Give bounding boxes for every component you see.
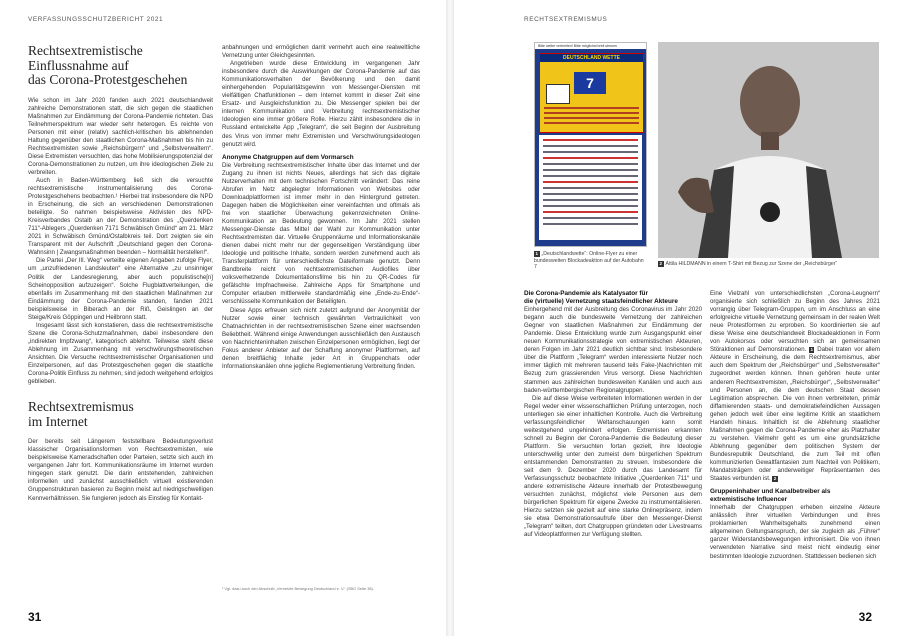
footnote: ¹ Vgl. dazu auch den Abschnitt „Vernetzte Bewegung Deutschland e. V.“ (SBG Seite 38).: [222, 586, 374, 591]
paragraph: Angetrieben wurde diese Entwicklung im vergangenen Jahr insbesondere durch die Auswirkungen der Corona-Pandemie auf das Kommunikationsverhalten der Bevölkerung und den damit einhergehenden Popularitätsgewinn von Messenger-Diensten mit vielfältigen Chatfunktionen – dem Internet kommt in dieser Zeit eine Ersatz- und Ausgleichsfunktion zu. Die Messenger spielen bei der internen Kommunikation und Verbreitung rechtsextremistischer Ideologien eine immer größere Rolle. Hierzu zählt insbesondere die in Russland entwickelte App „Telegram“, die seit Beginn der Ausbreitung des Virus von immer mehr Extremisten und Verschwörungsideologen genutzt wird.: [222, 60, 420, 148]
flyer-bottom: [539, 135, 642, 240]
paragraph: Insgesamt lässt sich konstatieren, dass die rechtsextremistische Szene die Corona-Schutzmaßnahmen, dabei insbesondere den „indirekten Impfzwang“, kategorisch ablehnt. Teilweise steht diese Ablehnung im Zusammenhang mit verschwörungstheoretischen Ansichten. Die Versuche rechtsextremistischer Organisationen und Einzelpersonen, auf das Protestgeschehen gegen die staatliche Corona-Politik Einfluss zu nehmen, sind jedoch weitgehend erfolglos geblieben.: [28, 321, 213, 386]
left-column-1: [28, 44, 213, 503]
person-photo-icon: [658, 42, 879, 258]
subheading-katalysator: Die Corona-Pandemie als Katalysator für die (virtuelle) Vernetzung staatsfeindlicher Akteure: [524, 290, 678, 306]
figure-flyer: [534, 42, 647, 247]
figure-number-badge: 2: [659, 261, 663, 266]
paragraph: anbahnungen und ermöglichen darrit vermehrt auch eine realweltliche Vernetzung unter Gleichgesinnten.: [222, 44, 420, 60]
flyer-title: DEUTSCHLAND WETTE: [540, 54, 643, 62]
map-icon: [546, 84, 570, 104]
paragraph: Die Partei „Der III. Weg“ verteilte eigenen Angaben zufolge Flyer, um „unzufriedenen Landsleuten“ eine Alternative „zu unsinniger Politik der Landesregierung, aber auch populistische[n] Scheinopposition aufzuzeigen“. Solche Flugblattverteilungen, die ebenfalls im Zusammenhang mit den staatlichen Maßnahmen zur Eindämmung der Corona-Pandemie standen, fanden 2021 beispielsweise in Biberach an der Riß, Geislingen an der Steige/Kreis Göppingen und Heilbronn statt.: [28, 257, 213, 321]
paragraph: Eine Vielzahl von unterschiedlichsten „Corona-Leugnern“ organisierte sich schließlich zu Beginn des Jahres 2021 vorrangig über Telegram-Gruppen, um im Anschluss an eine erfolgreiche virtuelle Vernetzung gemeinsam in der realen Welt neue Protestformen zu erproben. So koordinierten sie auf diese Weise eine deutschlandweit Blockadeaktionen in Form von Autokorsos oder versuchten sich an gemeinsamen Störaktionen auf Demonstrationen. 1 Dabei traten vor allem Akteure in Erscheinung, die dem Rechtsextremismus, aber auch dem Spektrum der „Reichsbürger“ und „Selbstverwalter“ zugeordnet werden können. Ihnen gehören heute unter anderem Rechtsextremisten, „Reichsbürger“, „Selbstverwalter“ und Personen an, die dem deutschen Staat dessen Legitimation absprechen. Die von ihnen verbreiteten, primär diffamierenden staats- und demokratiefeindlichen Aussagen gehen jedoch weit über eine legitime Kritik an staatlichem Handeln hinaus. Inhaltlich ist die Ablehnung staatlicher Maßnahmen gegen die Corona-Pandemie eher als Platzhalter zu verstehen. Vielmehr geht es um eine grundsätzliche Ablehnung gegenüber dem politischen System der Bundesrepublik Deutschland, die zum Teil mit offen kommunizierten Gewaltfantasien zum Nachteil von Politikern, Mandatsträgern oder anderweitiger Repräsentanten des Staates verbunden ist. 2: [710, 290, 880, 483]
paragraph: Auch in Baden-Württemberg ließ sich die versuchte rechtsextremistische Instrumentalisierung des Corona-Protestgeschehens beobachten.¹ Hierbei trat insbesondere die NPD in Erscheinung, die sich an verschiedenen Demonstrationen beteiligte. So nahmen beispielsweise Aktivisten des NPD-Kreisverbandes Ostalb an der Demonstration des „Querdenken 711“-Ablegers „Querdenken 7171 Schwäbisch Gmünd“ am 21. März 2021 in Schwäbisch Gmünd/Ostalbkreis teil. Dort zeigten sie ein Transparent mit der Aufschrift „Deutschland gegen den Corona-Wahnsinn | Zwangsmaßnahmen beenden – Normalität herstellen!“.: [28, 176, 213, 257]
paragraph: Wie schon im Jahr 2020 fanden auch 2021 deutschlandweit zahlreiche Demonstrationen statt, die sich gegen die staatlichen Maßnahmen zur Eindämmung der Corona-Pandemie richteten. Das Teilnehmerspektrum war wieder sehr heterogen. Es reichte von Personen mit einer (relativ) sachlich-kritischen bis ablehnenden Haltung gegenüber den staatlichen Corona-Maßnahmen bis hin zu Rechtsextremisten sowie „Reichsbürgern“ und „Selbstverwaltern“. Diese Extremisten versuchten, das hohe Mobilisierungspotenzial der Corona-Demonstrationen zu nutzen, um ihre ideologischen Ziele zu verbreiten.: [28, 96, 213, 176]
subheading-influencer: Gruppeninhaber und Kanalbetreiber als extremistische Influencer: [710, 488, 831, 504]
flyer-header: Bitte weiter verbreiten! Bitte möglichst breit streuen: [535, 43, 646, 49]
flyer-top: [539, 53, 644, 133]
paragraph: Der bereits seit Längerem feststellbare Bedeutungsverlust klassischer Organisationsformen von Rechtsextremisten, wie beispielsweise Kameradschaften oder Parteien, setzte sich auch im vergangenen Jahr fort. Kommunikationsräume im Internet wurden hingegen stark genutzt. Die darin entstehenden, zahlreichen informellen und zunächst ausschließlich virtuell existierenden Gruppenstrukturen basieren zu Beginn meist auf niedrigschwelligen Kennverhältnissen. Sie fungieren jedoch als Einstieg für Kontakt-: [28, 438, 213, 502]
running-head-right: RECHTSEXTREMISMUS: [524, 16, 608, 23]
flyer-number: 7: [574, 72, 606, 94]
paragraph: Die Verbreitung rechtsextremistischer Inhalte über das Internet und der Zugang zu ihnen ist nichts Neues, allerdings hat sich das digitale Nutzerverhalten mit dem technischen Fortschritt verändert: Das reine Abrufen im Netz abgelegter Informationen von Websites oder Downloadplattformen ist immer mehr in den Hintergrund getreten. Dagegen haben die Möglichkeiten einer vereinfachten und oftmals als frei von staatlicher Überwachung gekennzeichneten Online-Kommunikation an Bedeutung gewonnen. Im Jahr 2021 stellen Messenger-Dienste das Mittel der Wahl zur Kommunikation unter Rechtsextremisten dar. Virtuelle Gruppenräume und Informationskanäle dienen dabei nicht mehr nur der gegenseitigen Verständigung über Ideologie und politische Inhalte, sondern werden zunehmend auch als Transferplattform für unterschiedlichste Dateiformate genutzt. Denn Bandbreite reicht von rechtsextremistischen Audiofiles über volksverhetzende Dokumentationsfilme bis hin zu QR-Codes für gefälschte Impfnachweise. Zahlreiche Apps für Smartphone und Computer erlauben mittlerweile standardmäßig eine „Ende-zu-Ende“-verschlüsselte Kommunikation der Beteiligten.: [222, 161, 420, 306]
figure-ref-badge: 1: [810, 347, 814, 353]
figure-ref-badge: 2: [773, 476, 777, 482]
paragraph: Diese Apps erfreuen sich nicht zuletzt aufgrund der Anonymität der Nutzer sowie einer technisch gewährten Vertraulichkeit von Chatnachrichten in der rechtsextremistischen Szene einer wachsenden Beliebtheit. Während einige Anwendungen ausschließlich den Austausch von Nachrichteninhalten zwischen Einzelpersonen ermöglichen, liegt der Fokus anderer Anbieter auf der Schaffung anonymer Plattformen, auf denen breitflächig Inhalte jeder Art in Gruppenchats oder Informationskanälen ohne jegliche Reglementierung Verbreitung finden.: [222, 306, 420, 370]
page-number-left: 31: [28, 610, 42, 624]
running-head-left: VERFASSUNGSSCHUTZBERICHT 2021: [28, 16, 164, 23]
left-column-2: [222, 44, 420, 371]
flyer-text-lines: [544, 104, 639, 127]
subheading-chatgruppen: Anonyme Chatgruppen auf dem Vormarsch: [222, 153, 354, 161]
page-number-right: 32: [858, 610, 872, 624]
paragraph: Innerhalb der Chatgruppen erheben einzelne Akteure anlässlich ihrer virtuellen Verbindungen und ihres proklamierten Wahrheitsgehalts zunehmend einen allgemeinen Geltungsanspruch, der sie zugleich als „Führer“ ganzer Widerstandsbewegungen inthronisiert. Die von ihnen verwendeten Narrative sind meist nicht eindeutig einer bestimmten Ideologie zuzuordnen. Stattdessen bedienen sich: [710, 504, 880, 560]
book-gutter: [446, 0, 454, 636]
paragraph: Die auf diese Weise verbreiteten Informationen werden in der Regel weder einer wissenschaftlichen Prüfung unterzogen, noch unterliegen sie einer inhaltlichen Kontrolle. Auch die Verbreitung verfassungsfeindlicher Weltanschauungen kann somit weitestgehend ungehindert erfolgen. Extremisten erkannten schnell zu Beginn der Corona-Pandemie die Bedeutung dieser Plattform. Sie versuchten fortan gezielt, ihre Ideologie unterschwellig unter den zumeist dem bürgerlichen Spektrum entstammenden Demonstranten zu streuen. Insbesondere die seit dem 9. Dezember 2020 durch das Landesamt für Verfassungsschutz beobachtete Initiative „Querdenken 711“ und andere extremistische Akteure innerhalb der Protestbewegung versuchten zunächst, möglichst viele Personen aus dem bürgerlichen Spektrum für eigene Zwecke zu instrumentalisieren. Hierzu setzten sie gezielt auf eine starke Onlinepräsenz, indem sie etwa Demonstrationsaufrufe über den Messenger-Dienst „Telegram“ teilten, dort Chatgruppen gründeten oder Livestreams auf Videoplattformen zur Verfügung stellten.: [524, 394, 702, 539]
section-title-internet: Rechtsextremismus im Internet: [28, 399, 134, 429]
right-column-1: [524, 290, 702, 539]
right-page: [454, 0, 900, 636]
figure-number-badge: 1: [535, 251, 539, 256]
left-page: [0, 0, 446, 636]
figure1-caption: 1 „Deutschlandwette“: Online-Flyer zu einer bundesweiten Blockadeaktion auf der Autobahn 7: [534, 251, 644, 270]
figure-photo: [658, 42, 879, 258]
right-column-2: [710, 290, 880, 561]
section-title-corona: Rechtsextremistische Einflussnahme auf das Corona-Protestgeschehen: [28, 43, 188, 87]
paragraph: Einhergehend mit der Ausbreitung des Coronavirus im Jahr 2020 begann auch die bundesweite Vernetzung der zahlreichen Gegner von staatlichen Maßnahmen zur Eindämmung der Pandemie. Diese Entwicklung wurde zum Ausgangspunkt einer neuen Kommunikationsstrategie von extremistischen Akteuren, deren Folgen im Jahr 2021 deutlich sichtbar sind. Insbesondere über die Plattform „Telegram“ werden interessierte Nutzer noch immer täglich mit mehreren tausend teils Fake-)Nachrichten mit Bezug zum grassierenden Virus versorgt. Diese Nachrichten stammen aus zahlreichen bundesweiten Kanälen und auch aus baden-württembergischen Regionalgruppen.: [524, 306, 702, 394]
figure2-caption: 2 Attila HILDMANN in einem T-Shirt mit Bezug zur Szene der „Reichsbürger“: [659, 261, 838, 267]
